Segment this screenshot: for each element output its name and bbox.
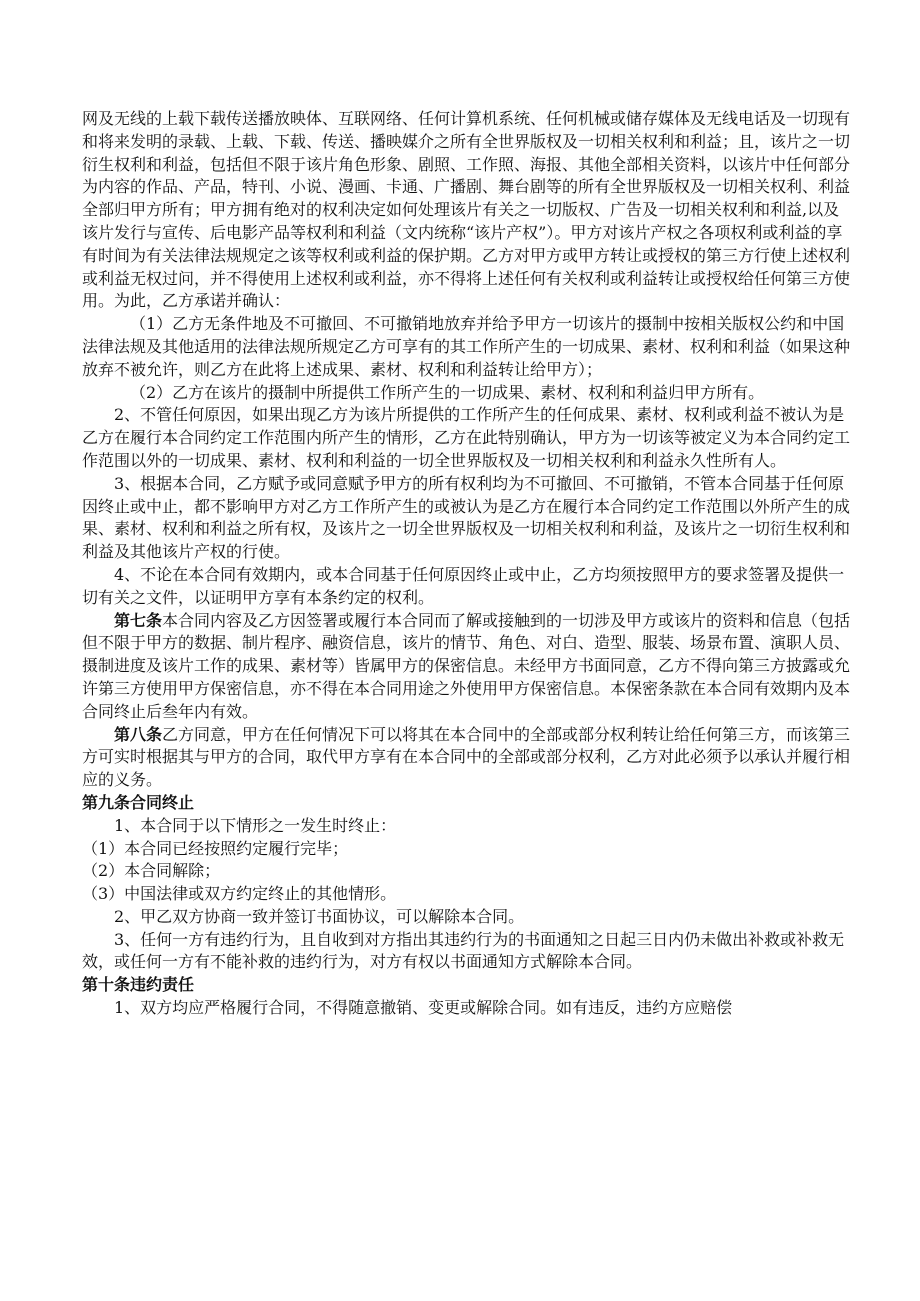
paragraph-2: 2、不管任何原因，如果出现乙方为该片所提供的工作所产生的任何成果、素材、权利或利益不被认为是乙方在履行本合同约定工作范围内所产生的情形，乙方在此特别确认，甲方为一切该等被定义为本合同约定工作范围以外的一切成果、素材、权利和利益的一切全世界版权及一切相关权利和利益永久性所有人。 <box>82 405 851 470</box>
article-9-item-1-3: （3）中国法律或双方约定终止的其他情形。 <box>82 884 397 904</box>
article-8-title: 第八条 <box>114 724 163 744</box>
article-7-title: 第七条 <box>114 610 163 630</box>
article-9-item-1: 1、本合同于以下情形之一发生时终止： <box>114 815 397 835</box>
article-9-item-1-2: （2）本合同解除； <box>82 861 221 881</box>
article-10-title: 第十条违约责任 <box>82 975 195 995</box>
article-8-text: 乙方同意，甲方在任何情况下可以将其在本合同中的全部或部分权利转让给任何第三方，而该第三方可实时根据其与甲方的合同，取代甲方享有在本合同中的全部或部分权利，乙方对此必须予以承认并履行相应的义务。 <box>82 724 851 790</box>
paragraph-3: 3、根据本合同，乙方赋予或同意赋予甲方的所有权利均为不可撤回、不可撤销，不管本合同基于任何原因终止或中止，都不影响甲方对乙方工作所产生的或被认为是乙方在履行本合同约定工作范围以外所产生的成果、素材、权利和利益之所有权，及该片之一切全世界版权及一切相关权利和利益，及该片之一切衍生权利和利益及其他该片产权的行使。 <box>82 473 851 562</box>
article-7 <box>82 610 852 724</box>
article-9-item-1-1: （1）本合同已经按照约定履行完毕； <box>82 838 349 858</box>
contract-body <box>82 108 852 1020</box>
article-9-title: 第九条合同终止 <box>82 792 195 812</box>
article-10-item-1: 1、双方均应严格履行合同，不得随意撤销、变更或解除合同。如有违反，违约方应赔偿 <box>114 998 733 1018</box>
article-7-text: 本合同内容及乙方因签署或履行本合同而了解或接触到的一切涉及甲方或该片的资料和信息（包括但不限于甲方的数据、制片程序、融资信息，该片的情节、角色、对白、造型、服装、场景布置、演职人员、摄制进度及该片工作的成果、素材等）皆属甲方的保密信息。未经甲方书面同意，乙方不得向第三方披露或允许第三方使用甲方保密信息，亦不得在本合同用途之外使用甲方保密信息。本保密条款在本合同有效期内及本合同终止后叁年内有效。 <box>82 610 851 721</box>
paragraph-intro: 网及无线的上载下载传送播放映体、互联网络、任何计算机系统、任何机械或储存媒体及无线电话及一切现有和将来发明的录载、上载、下载、传送、播映媒介之所有全世界版权及一切相关权利和利益；且，该片之一切衍生权利和利益，包括但不限于该片角色形象、剧照、工作照、海报、其他全部相关资料，以该片中任何部分为内容的作品、产品，特刊、小说、漫画、卡通、广播剧、舞台剧等的所有全世界版权及一切相关权利、利益全部归甲方所有；甲方拥有绝对的权利决定如何处理该片有关之一切版权、广告及一切相关权利和利益,以及该片发行与宣传、后电影产品等权利和利益（文内统称“该片产权”）。甲方对该片产权之各项权利或利益的享有时间为有关法律法规规定之该等权利或利益的保护期。乙方对甲方或甲方转让或授权的第三方行使上述权利或利益无权过问，并不得使用上述权利或利益，亦不得将上述任何有关权利或利益转让或授权给任何第三方使用。为此，乙方承诺并确认： <box>82 109 851 311</box>
article-9-item-2: 2、甲乙双方协商一致并签订书面协议，可以解除本合同。 <box>114 906 525 926</box>
paragraph-1-2: （2）乙方在该片的摄制中所提供工作所产生的一切成果、素材、权利和利益归甲方所有。 <box>130 382 765 402</box>
article-8 <box>82 724 852 792</box>
paragraph-4: 4、不论在本合同有效期内，或本合同基于任何原因终止或中止，乙方均须按照甲方的要求签署及提供一切有关之文件，以证明甲方享有本条约定的权利。 <box>82 564 845 607</box>
paragraph-1-1: （1）乙方无条件地及不可撤回、不可撤销地放弃并给予甲方一切该片的摄制中按相关版权公约和中国法律法规及其他适用的法律法规所规定乙方可享有的其工作所产生的一切成果、素材、权利和利益（如果这种放弃不被允许，则乙方在此将上述成果、素材、权利和利益转让给甲方）； <box>82 314 851 379</box>
article-9-item-3: 3、任何一方有违约行为，且自收到对方指出其违约行为的书面通知之日起三日内仍未做出补救或补救无效，或任何一方有不能补救的违约行为，对方有权以书面通知方式解除本合同。 <box>82 929 845 972</box>
